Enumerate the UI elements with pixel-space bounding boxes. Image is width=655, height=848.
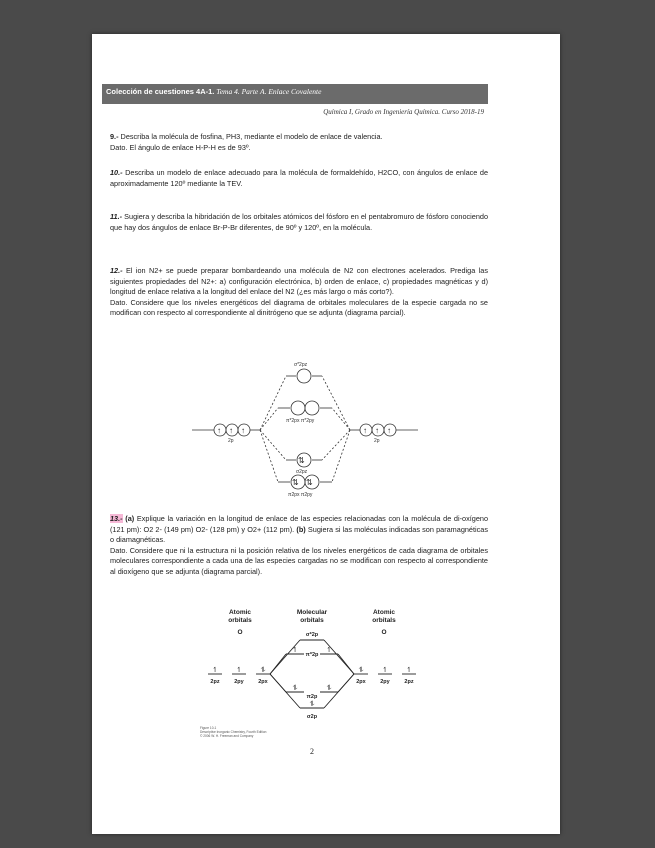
header-title [106,87,486,96]
svg-text:⇅: ⇅ [306,478,313,487]
ao-left-2py: 2py [234,679,244,685]
o2-mo-diagram [200,606,430,728]
ao-right-2py: 2py [380,679,390,685]
mo-pi: π2p [306,694,318,700]
label-pi: π2px π2py [288,492,313,498]
question-data: Dato. El ángulo de enlace H-P-H es de 93º. [110,142,251,152]
svg-text:⥮: ⥮ [260,667,266,674]
svg-text:↿: ↿ [406,667,412,674]
svg-text:↿: ↿ [236,667,242,674]
label-pi-star: π*2px π*2py [286,418,315,424]
question-13 [110,514,488,578]
course-subtitle: Química I, Grado en Ingeniería Química. Curso 2018-19 [323,108,484,116]
svg-text:⥮: ⥮ [358,667,364,674]
label-right-2p: 2p [374,438,380,444]
question-text: Describa la molécula de fosfina, PH3, mediante el modelo de enlace de valencia. [120,132,383,141]
svg-text:↿: ↿ [292,647,298,654]
svg-text:↑: ↑ [387,426,391,435]
label-left-2p: 2p [228,438,234,444]
svg-text:⥮: ⥮ [309,701,315,708]
svg-text:↑: ↑ [241,426,245,435]
svg-text:⥮: ⥮ [292,685,298,692]
collection-title: Colección de cuestiones 4A-1. [106,87,215,96]
svg-text:↿: ↿ [212,667,218,674]
col-left-label: Atomic [228,609,252,616]
question-number: 9.- [110,132,119,141]
question-number: 12.- [110,266,123,275]
question-text: El ion N2+ se puede preparar bombardeando una molécula de N2 con electrones acelerados. Prediga las siguientes propiedades del N2+: a) configuración electrónica, b) orden de enlace, c) propiedades magnéticas y d) longitud de enlace relativa a la longitud del enlace del N2 (¿es más largo o más corto?). [110,266,488,297]
question-data: Dato. Considere que ni la estructura ni la posición relativa de los niveles energéticos de cada diagrama de orbitales moleculares correspondiente a cada una de las especies cargadas no se modifican con respecto al correspondiente al dioxígeno que se adjunta (diagrama parcial). [110,545,488,576]
question-10 [110,168,488,189]
part-a-label: (a) [125,514,135,523]
label-sigma-star: σ*2pz [294,362,308,368]
topic-title: Tema 4. Parte A. Enlace Covalente [216,87,322,96]
svg-text:⇅: ⇅ [292,478,299,487]
mo-sigma: σ2p [306,714,318,720]
question-text-b: Sugiera si las moléculas indicadas son paramagnéticas o diamagnéticas. [110,524,488,545]
part-b-label: (b) [296,524,306,534]
question-12 [110,266,488,319]
label-sigma: σ2pz [296,469,308,475]
ao-right-2px: 2px [356,679,366,685]
svg-text:orbitals: orbitals [372,617,396,624]
svg-text:↑: ↑ [229,426,233,435]
ao-left-2px: 2px [258,679,268,685]
atom-right: O [381,629,387,636]
svg-text:↑: ↑ [363,426,367,435]
question-number: 10.- [110,168,123,177]
question-text-a: Explique la variación en la longitud de enlace de las especies relacionadas con la molécula de di-oxígeno (121 pm): O2 2- (149 pm) O2- (128 pm) y O2+ (112 pm). [110,514,489,534]
question-data: Dato. Considere que los niveles energéticos del diagrama de orbitales moleculares de la especie cargada no se modifican con respecto al correspondiente al dinitrógeno que se adjunta (diagrama parcial). [110,297,488,318]
col-mid-label: Molecular [296,609,328,616]
mo-pi-star: π*2p [305,652,319,658]
svg-text:↑: ↑ [217,426,221,435]
question-11 [110,212,488,233]
question-9 [110,132,488,153]
svg-text:⥮: ⥮ [326,685,332,692]
question-text: Sugiera y describa la hibridación de los orbitales atómicos del fósforo en el pentabromuro de fósforo conociendo que hay dos ángulos de enlace Br-P-Br diferentes, de 90º y 120º, en la molécula. [110,212,489,232]
question-text: Describa un modelo de enlace adecuado para la molécula de formaldehído, H2CO, con ángulos de enlace de aproximadamente 120º mediante la TEV. [110,168,488,188]
question-number: 11.- [110,212,123,221]
mo-sigma-star: σ*2p [305,632,319,638]
atom-left: O [237,629,243,636]
ao-left-2pz: 2pz [210,679,220,685]
svg-text:↿: ↿ [326,647,332,654]
question-number: 13.- [110,514,123,523]
n2-mo-diagram [192,356,422,501]
document-page [92,34,560,834]
svg-text:⇅: ⇅ [298,456,305,465]
svg-text:↑: ↑ [375,426,379,435]
ao-right-2pz: 2pz [404,679,414,685]
figure-credit: Figure 10-1 Descriptive Inorganic Chemistry, Fourth Edition © 2006 W. H. Freeman and Company [200,726,267,738]
svg-text:orbitals: orbitals [300,617,324,624]
col-right-label: Atomic [372,609,396,616]
page-number: 2 [310,747,314,756]
svg-text:↿: ↿ [382,667,388,674]
svg-text:orbitals: orbitals [228,617,252,624]
